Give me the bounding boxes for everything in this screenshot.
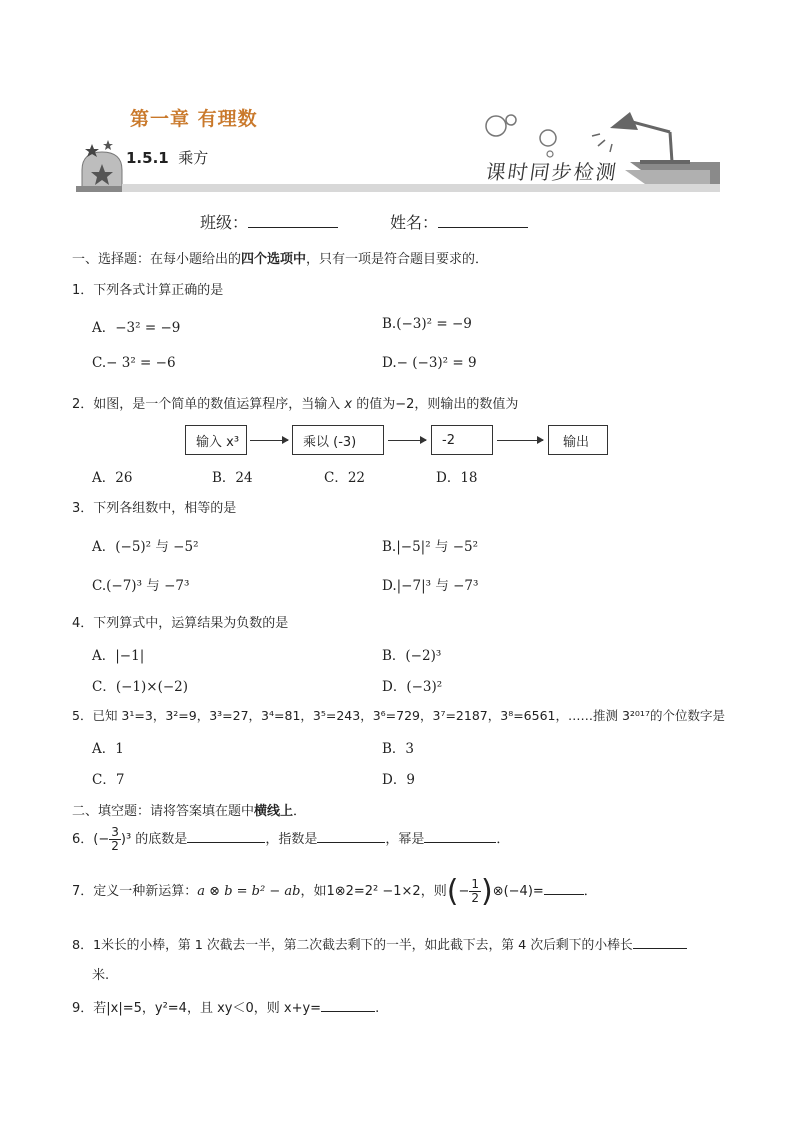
q7-definition: a ⊗ b = b² − ab (197, 884, 301, 899)
q6-blank-base[interactable] (187, 828, 265, 843)
q3-option-b[interactable]: B.|−5|² 与 −5² (382, 539, 479, 555)
flow-box-compare: -2 (431, 425, 493, 455)
q6-blank-exponent[interactable] (317, 828, 385, 843)
part2-heading-pre: 二、填空题：请将答案填在题中 (72, 804, 255, 819)
part1-heading-bold: 四个选项中 (241, 252, 307, 267)
q2-stem-var: x (344, 397, 353, 412)
q6 (72, 826, 509, 853)
q2-stem (72, 393, 518, 412)
brand-label: 课时同步检测 (484, 160, 620, 184)
q1-option-c[interactable]: C.− 3² = −6 (92, 355, 176, 371)
q8-text: 8．1米长的小棒，第 1 次截去一半，第二次截去剩下的一半，如此截下去，第 4 次后剩下的小棒长 (72, 938, 633, 953)
q7-paren-close: ) (480, 874, 493, 909)
chapter-title: 第一章 有理数 (130, 108, 258, 130)
part2-heading-post: ． (293, 804, 307, 819)
q5-option-d[interactable]: D．9 (382, 772, 415, 788)
part2-heading (72, 800, 306, 819)
q1-option-a[interactable]: A．−3² = −9 (92, 320, 181, 336)
q6-blank-power[interactable] (424, 828, 496, 843)
section-name: 乘方 (178, 149, 209, 167)
flow-arrow-2 (388, 440, 426, 441)
q7-denominator: 2 (471, 891, 479, 905)
section-number: 1.5.1 (126, 149, 169, 167)
q7-example: ，如1⊗2=2² −1×2，则 (300, 884, 447, 899)
q7-blank[interactable] (544, 880, 584, 895)
q6-mid1: ，指数是 (265, 832, 318, 847)
q2-option-b[interactable]: B．24 (212, 470, 253, 486)
q9-blank[interactable] (321, 997, 375, 1012)
q5-option-a[interactable]: A．1 (92, 741, 124, 757)
q8-line2: 米. (92, 968, 110, 983)
q9-end: . (375, 1001, 380, 1016)
q4-stem: 4．下列算式中，运算结果为负数的是 (72, 616, 289, 631)
part1-heading-pre: 一、选择题：在每小题给出的 (72, 252, 242, 267)
q4-option-c[interactable]: C．(−1)×(−2) (92, 679, 189, 695)
q1-option-d[interactable]: D.− (−3)² = 9 (382, 355, 477, 371)
q5-option-b[interactable]: B．3 (382, 741, 415, 757)
section-title (126, 147, 208, 168)
q7-numerator: 1 (471, 877, 479, 891)
q2-stem-post: 的值为−2，则输出的数值为 (352, 397, 519, 412)
q4-option-a[interactable]: A．|−1| (92, 648, 145, 664)
q3-stem: 3．下列各组数中，相等的是 (72, 501, 237, 516)
part1-heading (72, 248, 488, 267)
q6-suffix: )³ 的底数是 (120, 832, 188, 847)
q6-prefix: 6．(− (72, 832, 110, 847)
q5-stem: 5．已知 3¹=3，3²=9，3³=27，3⁴=81，3⁵=243，3⁶=729，3⁷=2187，3⁸=6561，……推测 3²⁰¹⁷的个位数字是 (72, 708, 725, 723)
q2-stem-pre: 2．如图，是一个简单的数值运算程序，当输入 (72, 397, 345, 412)
q7-fraction (469, 878, 481, 905)
name-label: 姓名： (390, 213, 439, 232)
part2-heading-bold: 横线上 (254, 804, 294, 819)
flow-arrow-3 (497, 440, 543, 441)
flow-box-multiply: 乘以 (-3) (292, 425, 384, 455)
q1-option-b[interactable]: B.(−3)² = −9 (382, 316, 472, 332)
name-field (390, 210, 528, 233)
q2-option-c[interactable]: C．22 (324, 470, 366, 486)
class-blank[interactable] (248, 213, 338, 228)
q2-option-a[interactable]: A．26 (92, 470, 133, 486)
q3-option-d[interactable]: D.|−7|³ 与 −7³ (382, 578, 479, 594)
q4-option-b[interactable]: B．(−2)³ (382, 648, 442, 664)
q9-text: 9．若|x|=5，y²=4，且 xy＜0，则 x+y= (72, 1001, 322, 1016)
q7-operation: ⊗(−4)= (492, 884, 544, 899)
class-label: 班级： (200, 213, 249, 232)
q4-option-d[interactable]: D．(−3)² (382, 679, 443, 695)
q6-mid2: ，幂是 (385, 832, 425, 847)
q6-denominator: 2 (111, 839, 119, 853)
class-field (200, 210, 338, 233)
q9 (72, 997, 379, 1016)
q6-end: ． (496, 832, 510, 847)
flow-box-output: 输出 (548, 425, 608, 455)
q7: 7．定义一种新运算：a ⊗ b = b² − ab，如1⊗2=2² −1×2，则(− $\frac{1}{2}$ )⊗(−4)= ． (72, 874, 597, 909)
part1-heading-post: ，只有一项是符合题目要求的． (306, 252, 489, 267)
q5-option-c[interactable]: C．7 (92, 772, 125, 788)
q6-numerator: 3 (111, 825, 119, 839)
q7-end: ． (583, 884, 597, 899)
q2-option-d[interactable]: D．18 (436, 470, 478, 486)
q8-line1 (72, 934, 687, 953)
q8-blank[interactable] (633, 934, 687, 949)
q3-option-c[interactable]: C.(−7)³ 与 −7³ (92, 578, 190, 594)
q7-paren-open: ( (446, 874, 459, 909)
flow-arrow-1 (250, 440, 288, 441)
name-blank[interactable] (438, 213, 528, 228)
flow-box-input: 输入 x³ (185, 425, 247, 455)
q7-pre: 7．定义一种新运算： (72, 884, 198, 899)
q3-option-a[interactable]: A．(−5)² 与 −5² (92, 539, 199, 555)
q6-fraction (109, 826, 121, 853)
q1-stem: 1．下列各式计算正确的是 (72, 283, 224, 298)
